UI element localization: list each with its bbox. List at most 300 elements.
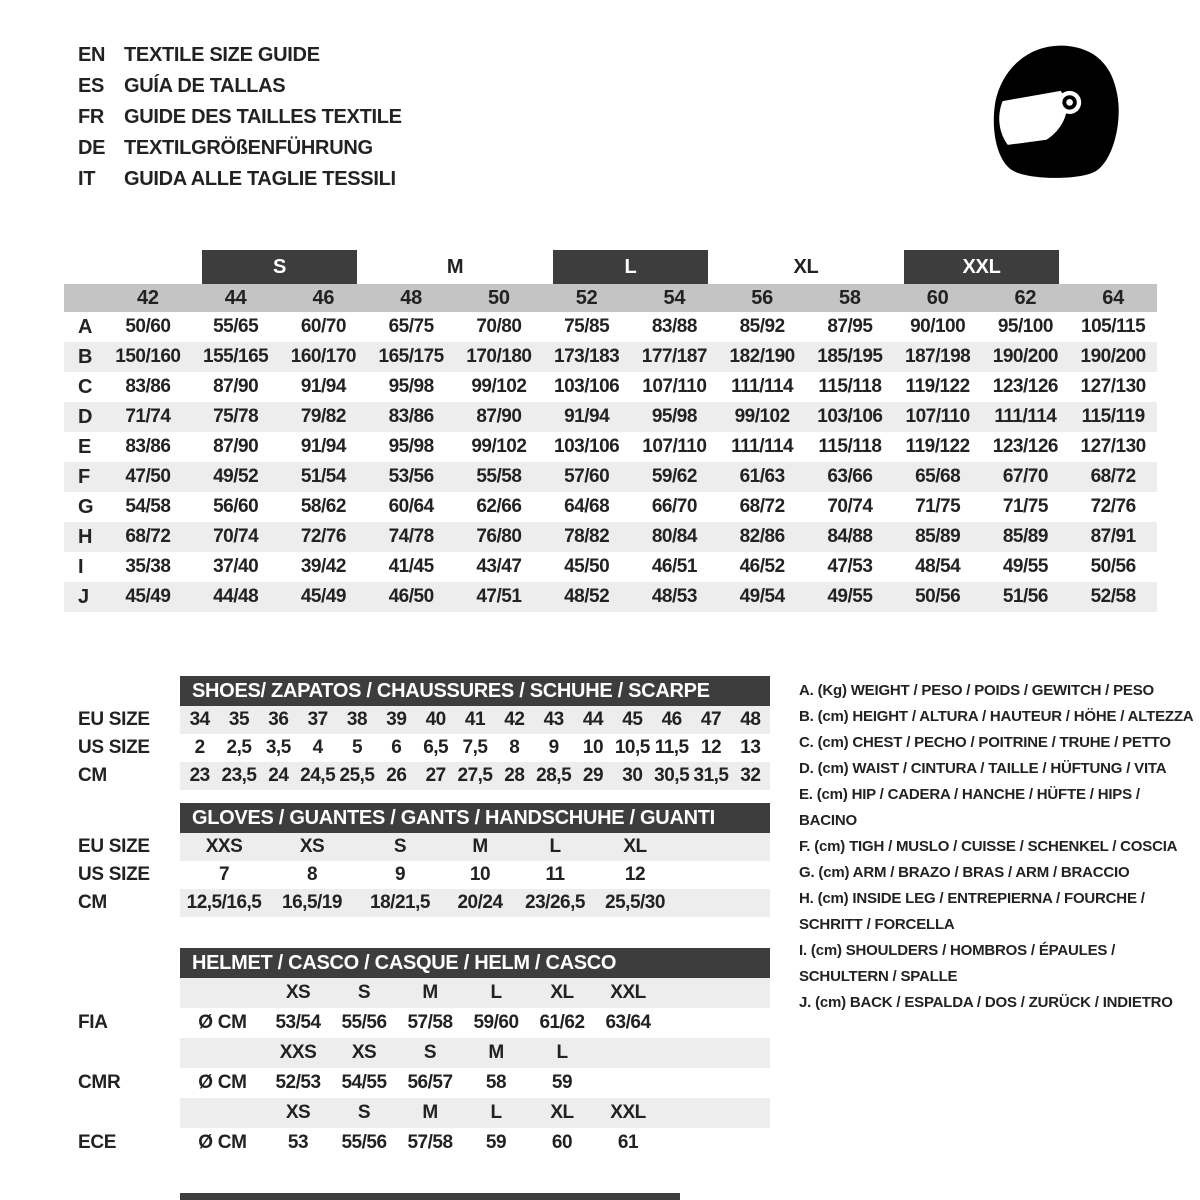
size-value: 40 <box>425 709 446 730</box>
racing-helmet-icon <box>980 38 1136 190</box>
row-letter: H <box>78 525 93 548</box>
size-number: 54 <box>663 286 686 309</box>
size-label: XS <box>285 982 311 1003</box>
measurement-value: 50/56 <box>1090 556 1136 577</box>
size-value: 60 <box>551 1132 573 1153</box>
size-number: 64 <box>1102 286 1124 309</box>
language-code: FR <box>78 106 105 128</box>
size-value: 35 <box>228 709 250 730</box>
measurement-value: 75/85 <box>564 316 610 337</box>
size-label: S <box>357 982 371 1003</box>
legend-item: I. (cm) SHOULDERS / HOMBROS / ÉPAULES / SCHULTERN / SPALLE <box>799 942 1116 985</box>
measurement-value: 48/54 <box>915 556 961 577</box>
measurement-value: 103/106 <box>554 436 620 457</box>
size-label: M <box>488 1042 504 1063</box>
size-number: 56 <box>751 286 773 309</box>
size-value: 38 <box>346 709 368 730</box>
row-label: CM <box>78 892 107 913</box>
size-group-label: L <box>553 250 709 284</box>
table-row <box>64 522 1157 552</box>
legend-item: E. (cm) HIP / CADERA / HANCHE / HÜFTE / HIPS / BACINO <box>799 786 1140 829</box>
table-row <box>64 342 1157 372</box>
size-number-row <box>64 284 1157 312</box>
guide-title: GUIDA ALLE TAGLIE TESSILI <box>124 168 396 190</box>
size-label: XXL <box>610 1102 646 1123</box>
row-letter: J <box>78 585 89 608</box>
legend-item: G. (cm) ARM / BRAZO / BRAS / ARM / BRACCIO <box>799 864 1130 881</box>
measurement-value: 60/70 <box>300 316 346 337</box>
measurement-value: 37/40 <box>213 556 259 577</box>
measurement-rows <box>64 312 1157 612</box>
guide-title: TEXTILE SIZE GUIDE <box>124 44 320 66</box>
size-group-label: M <box>446 256 464 278</box>
size-value: 26 <box>386 765 407 786</box>
size-value: 54/55 <box>341 1072 387 1093</box>
legend-item: A. (Kg) WEIGHT / PESO / POIDS / GEWITCH / PESO <box>799 682 1154 699</box>
measurement-value: 70/74 <box>827 496 873 517</box>
size-label: S <box>357 1102 371 1123</box>
row-values <box>104 406 1157 428</box>
standard-label: CMR <box>78 1072 121 1093</box>
size-number: 62 <box>1014 286 1037 309</box>
measurement-value: 44/48 <box>213 586 259 607</box>
measurement-value: 83/86 <box>125 376 171 397</box>
size-value: M <box>472 836 488 857</box>
size-value: 39 <box>386 709 407 730</box>
measurement-value: 85/89 <box>1002 526 1048 547</box>
measurement-value: 55/58 <box>476 466 522 487</box>
size-value: 28,5 <box>536 765 572 786</box>
measurement-value: 119/122 <box>905 376 970 397</box>
row-letter: D <box>78 405 93 428</box>
helmet-sizes-row <box>64 1098 770 1128</box>
size-value: 11 <box>545 864 565 885</box>
measurement-value: 48/53 <box>651 586 697 607</box>
size-group-cell <box>367 250 543 284</box>
size-value: 25,5/30 <box>605 892 665 913</box>
measurement-value: 70/80 <box>476 316 522 337</box>
size-value: 8 <box>306 864 318 885</box>
size-value: 34 <box>189 709 210 730</box>
shoes-rows <box>64 706 770 790</box>
row-values <box>104 526 1157 548</box>
size-label: XL <box>550 982 574 1003</box>
measurement-value: 87/95 <box>827 316 873 337</box>
measurement-value: 52/58 <box>1090 586 1136 607</box>
measurement-value: 71/75 <box>915 496 961 517</box>
size-value: 30 <box>622 765 643 786</box>
size-value: 48 <box>740 709 761 730</box>
size-value: 10 <box>582 737 604 758</box>
size-values <box>265 1012 661 1034</box>
measurement-value: 71/74 <box>125 406 171 427</box>
size-label: L <box>490 982 502 1003</box>
measurement-value: 45/49 <box>300 586 346 607</box>
size-value: 16,5/19 <box>282 892 342 913</box>
measurement-value: 119/122 <box>905 436 970 457</box>
helmet-standard-section <box>64 978 770 1038</box>
language-code: DE <box>78 137 106 159</box>
measurement-value: 95/100 <box>997 316 1053 337</box>
standard-label: ECE <box>78 1132 117 1153</box>
measurement-value: 75/78 <box>213 406 259 427</box>
table-row <box>64 706 770 734</box>
size-value: 61 <box>617 1132 639 1153</box>
size-value: 23/26,5 <box>525 892 585 913</box>
measurement-value: 103/106 <box>817 406 883 427</box>
measurement-legend <box>799 678 1200 1016</box>
measurement-value: 46/52 <box>739 556 785 577</box>
row-values <box>104 436 1157 458</box>
measurement-value: 150/160 <box>115 346 181 367</box>
measurement-value: 80/84 <box>651 526 697 547</box>
row-values <box>104 316 1157 338</box>
row-letter: A <box>78 315 93 338</box>
measurement-value: 49/55 <box>1002 556 1048 577</box>
size-value: 59/60 <box>473 1012 519 1033</box>
table-row <box>64 552 1157 582</box>
size-number: 44 <box>224 286 247 309</box>
measurement-value: 83/88 <box>651 316 697 337</box>
measurement-value: 68/72 <box>739 496 785 517</box>
measurement-value: 91/94 <box>300 436 346 457</box>
size-value: 2 <box>194 737 205 758</box>
measurement-value: 50/60 <box>125 316 171 337</box>
measurement-value: 66/70 <box>651 496 697 517</box>
legend-item: C. (cm) CHEST / PECHO / POITRINE / TRUHE / PETTO <box>799 734 1171 751</box>
size-value: 7 <box>218 864 230 885</box>
measurement-value: 47/50 <box>125 466 171 487</box>
row-values <box>104 556 1157 578</box>
row-values <box>180 762 770 790</box>
size-group-row <box>64 250 1157 284</box>
measurement-value: 47/51 <box>476 586 522 607</box>
measurement-value: 91/94 <box>300 376 346 397</box>
measurement-value: 65/68 <box>915 466 961 487</box>
measurement-value: 79/82 <box>300 406 346 427</box>
size-label: L <box>556 1042 568 1063</box>
size-value: 6,5 <box>423 737 449 758</box>
measurement-value: 84/88 <box>827 526 873 547</box>
row-label: CM <box>78 765 107 786</box>
legend-item: D. (cm) WAIST / CINTURA / TAILLE / HÜFTUNG / VITA <box>799 760 1167 777</box>
size-group-cell <box>894 250 1070 284</box>
row-letter: C <box>78 375 93 398</box>
helmet-values-row <box>64 1128 770 1158</box>
row-values <box>180 833 770 861</box>
row-values <box>104 586 1157 608</box>
size-value: 30,5 <box>654 765 690 786</box>
size-value: 9 <box>394 864 406 885</box>
measurement-value: 64/68 <box>564 496 610 517</box>
size-value: 12,5/16,5 <box>186 892 262 913</box>
table-row <box>64 312 1157 342</box>
measurement-value: 56/60 <box>213 496 259 517</box>
size-group-cell <box>192 250 368 284</box>
size-value: 45 <box>622 709 643 730</box>
table-row <box>64 492 1157 522</box>
language-title-list <box>78 40 402 195</box>
size-value: 27,5 <box>457 765 493 786</box>
language-code: EN <box>78 44 106 66</box>
measurement-value: 45/50 <box>564 556 610 577</box>
size-value: 31,5 <box>693 765 729 786</box>
measurement-value: 65/75 <box>388 316 434 337</box>
measurement-value: 111/114 <box>994 406 1057 427</box>
table-row <box>64 402 1157 432</box>
language-row <box>78 133 402 164</box>
row-letter: I <box>78 555 84 578</box>
measurement-value: 76/80 <box>476 526 522 547</box>
measurement-value: 39/42 <box>300 556 346 577</box>
size-number: 48 <box>400 286 422 309</box>
measurement-value: 58/62 <box>300 496 346 517</box>
size-number: 50 <box>488 286 510 309</box>
size-value: 24,5 <box>300 765 336 786</box>
measurement-value: 123/126 <box>992 376 1058 397</box>
table-row <box>64 582 1157 612</box>
values-band <box>180 1128 770 1158</box>
size-value: 29 <box>582 765 604 786</box>
size-value: 41 <box>464 709 486 730</box>
legend-item: H. (cm) INSIDE LEG / ENTREPIERNA / FOURCHE / SCHRITT / FORCELLA <box>799 890 1145 933</box>
measurement-value: 185/195 <box>817 346 883 367</box>
measurement-value: 48/52 <box>564 586 610 607</box>
size-value: 10,5 <box>614 737 650 758</box>
size-value: 12 <box>624 864 646 885</box>
measurement-value: 49/54 <box>739 586 785 607</box>
shoes-header-bar: SHOES/ ZAPATOS / CHAUSSURES / SCHUHE / SCARPE <box>180 676 770 706</box>
measurement-value: 53/56 <box>388 466 434 487</box>
measurement-value: 91/94 <box>564 406 610 427</box>
measurement-value: 173/183 <box>554 346 620 367</box>
textile-size-table <box>64 250 1157 612</box>
helmet-size-table <box>64 948 770 1158</box>
size-value: 55/56 <box>341 1132 387 1153</box>
measurement-value: 87/90 <box>476 406 522 427</box>
table-row <box>64 734 770 762</box>
size-value: 37 <box>307 709 328 730</box>
size-value: L <box>549 836 561 857</box>
values-band <box>180 1008 770 1038</box>
size-value: 25,5 <box>339 765 375 786</box>
measurement-value: 165/175 <box>378 346 444 367</box>
row-values <box>180 734 770 762</box>
size-value: 52/53 <box>275 1072 321 1093</box>
measurement-value: 99/102 <box>471 436 527 457</box>
size-value: 46 <box>661 709 682 730</box>
guide-title: GUÍA DE TALLAS <box>124 75 286 97</box>
size-value: 7,5 <box>462 737 488 758</box>
row-letter: G <box>78 495 94 518</box>
language-row <box>78 71 402 102</box>
language-row <box>78 102 402 133</box>
measurement-value: 105/115 <box>1081 316 1146 337</box>
size-value: 56/57 <box>407 1072 453 1093</box>
measurement-value: 45/49 <box>125 586 171 607</box>
measurement-value: 82/86 <box>739 526 785 547</box>
guide-title: GUIDE DES TAILLES TEXTILE <box>124 106 402 128</box>
size-value: XS <box>299 836 325 857</box>
measurement-value: 127/130 <box>1080 436 1146 457</box>
legend-item: B. (cm) HEIGHT / ALTURA / HAUTEUR / HÖHE / ALTEZZA <box>799 708 1194 725</box>
table-row <box>64 762 770 790</box>
size-value: 9 <box>548 737 559 758</box>
table-row <box>64 432 1157 462</box>
size-value: 5 <box>351 737 363 758</box>
size-value: S <box>393 836 407 857</box>
row-values <box>104 376 1157 398</box>
row-values <box>104 496 1157 518</box>
size-value: 63/64 <box>605 1012 651 1033</box>
helmet-header-bar: HELMET / CASCO / CASQUE / HELM / CASCO <box>180 948 770 978</box>
measurement-value: 187/198 <box>905 346 971 367</box>
size-group-cell <box>543 250 719 284</box>
measurement-value: 99/102 <box>734 406 790 427</box>
size-label: M <box>422 1102 438 1123</box>
size-group-label: S <box>202 250 358 284</box>
table-row <box>64 861 770 889</box>
measurement-value: 107/110 <box>642 376 707 397</box>
size-values <box>265 1132 661 1154</box>
measurement-value: 50/56 <box>915 586 961 607</box>
language-row <box>78 40 402 71</box>
helmet-sections <box>64 978 770 1158</box>
measurement-value: 111/114 <box>731 436 794 457</box>
size-value: 32 <box>740 765 761 786</box>
size-number: 58 <box>839 286 861 309</box>
size-values <box>265 1072 595 1094</box>
size-value: 53 <box>287 1132 309 1153</box>
size-label: XXS <box>279 1042 317 1063</box>
measurement-value: 182/190 <box>729 346 795 367</box>
row-letter: B <box>78 345 93 368</box>
size-value: 61/62 <box>539 1012 585 1033</box>
gloves-size-table <box>64 803 770 917</box>
helmet-values-row <box>64 1008 770 1038</box>
gloves-rows <box>64 833 770 917</box>
row-values <box>104 466 1157 488</box>
size-value: 2,5 <box>226 737 252 758</box>
measurement-value: 72/76 <box>1090 496 1136 517</box>
measurement-value: 72/76 <box>300 526 346 547</box>
measurement-value: 67/70 <box>1002 466 1048 487</box>
row-values <box>180 706 770 734</box>
measurement-value: 68/72 <box>1090 466 1136 487</box>
measurement-value: 115/118 <box>818 376 882 397</box>
size-value: 24 <box>268 765 289 786</box>
size-value: XXS <box>205 836 243 857</box>
guide-title: TEXTILGRÖßENFÜHRUNG <box>124 137 373 159</box>
size-group-label: XL <box>793 256 819 278</box>
measurement-value: 155/165 <box>203 346 269 367</box>
size-value: 44 <box>582 709 604 730</box>
size-value: XL <box>623 836 647 857</box>
measurement-value: 35/38 <box>125 556 171 577</box>
size-value: 55/56 <box>341 1012 387 1033</box>
measurement-value: 123/126 <box>992 436 1058 457</box>
measurement-value: 78/82 <box>564 526 610 547</box>
size-value: 53/54 <box>275 1012 321 1033</box>
size-value: 47 <box>700 709 722 730</box>
measurement-value: 99/102 <box>471 376 527 397</box>
measurement-value: 70/74 <box>213 526 259 547</box>
measurement-value: 107/110 <box>905 406 970 427</box>
size-value: 3,5 <box>265 737 291 758</box>
helmet-standard-section <box>64 1098 770 1158</box>
size-number: 60 <box>926 286 949 309</box>
table-row <box>64 372 1157 402</box>
helmet-standard-section <box>64 1038 770 1098</box>
size-value: 28 <box>504 765 525 786</box>
measurement-value: 49/55 <box>827 586 873 607</box>
measurement-value: 95/98 <box>388 376 434 397</box>
size-label: L <box>490 1102 502 1123</box>
size-label: XS <box>285 1102 311 1123</box>
measurement-value: 51/56 <box>1002 586 1048 607</box>
row-values <box>180 861 770 889</box>
size-labels <box>265 1042 595 1064</box>
sizes-band <box>180 1038 770 1068</box>
size-label: S <box>423 1042 437 1063</box>
measurement-value: 47/53 <box>827 556 873 577</box>
size-label: XL <box>550 1102 574 1123</box>
measurement-value: 59/62 <box>651 466 697 487</box>
size-value: 11,5 <box>654 737 689 758</box>
measurement-value: 107/110 <box>642 436 707 457</box>
cropped-section-bar <box>180 1193 680 1200</box>
measurement-value: 127/130 <box>1080 376 1146 397</box>
sizes-band <box>180 1098 770 1128</box>
table-row <box>64 462 1157 492</box>
measurement-value: 190/200 <box>1080 346 1146 367</box>
helmet-values-row <box>64 1068 770 1098</box>
measurement-value: 177/187 <box>641 346 707 367</box>
size-group-label: XXL <box>904 250 1060 284</box>
size-value: 23,5 <box>221 765 257 786</box>
measurement-value: 46/51 <box>651 556 697 577</box>
row-label: EU SIZE <box>78 709 150 730</box>
diameter-unit: Ø CM <box>198 1132 247 1153</box>
size-label: XXL <box>610 982 646 1003</box>
size-value: 13 <box>740 737 761 758</box>
size-number: 42 <box>137 286 159 309</box>
measurement-value: 61/63 <box>739 466 785 487</box>
measurement-value: 115/119 <box>1081 406 1145 427</box>
row-label: EU SIZE <box>78 836 150 857</box>
size-value: 6 <box>391 737 402 758</box>
standard-label: FIA <box>78 1012 108 1033</box>
size-value: 18/21,5 <box>370 892 430 913</box>
row-values <box>104 346 1157 368</box>
diameter-unit: Ø CM <box>198 1012 247 1033</box>
measurement-value: 103/106 <box>554 376 620 397</box>
size-labels <box>265 1102 661 1124</box>
measurement-value: 51/54 <box>300 466 346 487</box>
helmet-sizes-row <box>64 978 770 1008</box>
size-group-cell <box>718 250 894 284</box>
measurement-value: 190/200 <box>992 346 1058 367</box>
measurement-value: 43/47 <box>476 556 522 577</box>
measurement-value: 90/100 <box>910 316 966 337</box>
measurement-value: 115/118 <box>818 436 882 457</box>
size-value: 20/24 <box>457 892 503 913</box>
size-labels <box>265 982 661 1004</box>
measurement-value: 68/72 <box>125 526 171 547</box>
measurement-value: 95/98 <box>651 406 697 427</box>
sizes-band <box>180 978 770 1008</box>
size-value: 42 <box>504 709 525 730</box>
